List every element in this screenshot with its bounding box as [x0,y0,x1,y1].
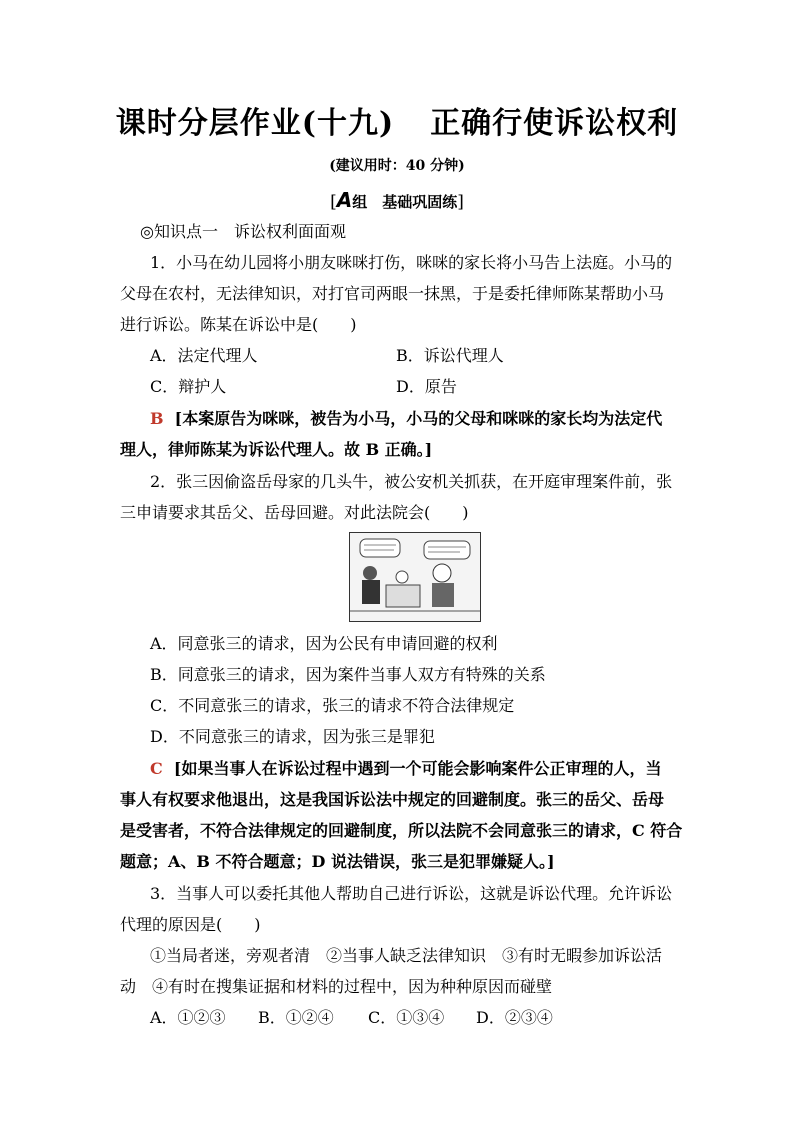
q2-answer-line [150,759,661,779]
q2-option-a: A．同意张三的请求，因为公民有申请回避的权利 [150,634,498,653]
group-heading [0,188,794,212]
q2-option-d: D．不同意张三的请求，因为张三是罪犯 [150,727,435,746]
q1-option-b: B．诉讼代理人 [396,346,504,365]
q1-option-c: C．辩护人 [150,377,227,396]
q1-explain-1: [本案原告为咪咪，被告为小马，小马的父母和咪咪的家长均为法定代 [174,409,663,428]
q3-line-1: 3．当事人可以委托其他人帮助自己进行诉讼，这就是诉讼代理。允许诉讼 [150,884,673,903]
q3-option-a: A．①②③ [150,1008,226,1027]
q3-statement-1: ①当局者迷，旁观者清 ②当事人缺乏法律知识 ③有时无暇参加诉讼活 [150,946,663,965]
q3-option-d: D．②③④ [476,1008,553,1027]
q1-answer: B [150,409,164,428]
q3-option-b: B．①②④ [258,1008,334,1027]
q2-option-b: B．同意张三的请求，因为案件当事人双方有特殊的关系 [150,665,546,684]
q1-option-d: D．原告 [396,377,457,396]
section-heading: ◎知识点一 诉讼权利面面观 [140,222,346,241]
q1-answer-line [150,409,662,429]
cartoon-drawing [350,533,480,621]
suggested-time: (建议用时：40 分钟) [329,158,465,174]
group-bracket-right: ] [457,192,464,212]
title-topic: 正确行使诉讼权利 [430,106,679,141]
q2-answer: C [150,759,163,778]
q2-line-1: 2．张三因偷盗岳母家的几头牛，被公安机关抓获，在开庭审理案件前，张 [150,472,673,491]
q3-option-c: C．①③④ [368,1008,445,1027]
q1-line-2: 父母在农村，无法律知识，对打官司两眼一抹黑，于是委托律师陈某帮助小马 [120,284,665,303]
q3-line-2: 代理的原因是( ) [120,915,261,934]
cartoon-illustration [349,532,481,622]
q2-explain-2: 事人有权要求他退出，这是我国诉讼法中规定的回避制度。张三的岳父、岳母 [120,790,665,809]
q1-line-1: 1．小马在幼儿园将小朋友咪咪打伤，咪咪的家长将小马告上法庭。小马的 [150,253,673,272]
group-bracket-left: [ [330,192,337,212]
page-title [0,98,794,142]
q2-option-c: C．不同意张三的请求，张三的请求不符合法律规定 [150,696,515,715]
q1-option-a: A．法定代理人 [150,346,258,365]
title-main: 课时分层作业(十九) [115,106,395,141]
q3-statement-2: 动 ④有时在搜集证据和材料的过程中，因为种种原因而碰壁 [120,977,553,996]
q2-explain-3: 是受害者，不符合法律规定的回避制度，所以法院不会同意张三的请求，C 符合 [120,821,683,840]
q1-explain-2: 理人，律师陈某为诉讼代理人。故 B 正确。] [120,440,433,459]
group-text: 组 基础巩固练 [352,193,458,211]
q1-line-3: 进行诉讼。陈某在诉讼中是( ) [120,315,357,334]
q2-explain-4: 题意；A、B 不符合题意；D 说法错误，张三是犯罪嫌疑人。] [120,852,555,871]
q2-explain-1: [如果当事人在诉讼过程中遇到一个可能会影响案件公正审理的人，当 [173,759,662,778]
group-letter: A [336,188,353,212]
q2-line-2: 三申请要求其岳父、岳母回避。对此法院会( ) [120,503,469,522]
